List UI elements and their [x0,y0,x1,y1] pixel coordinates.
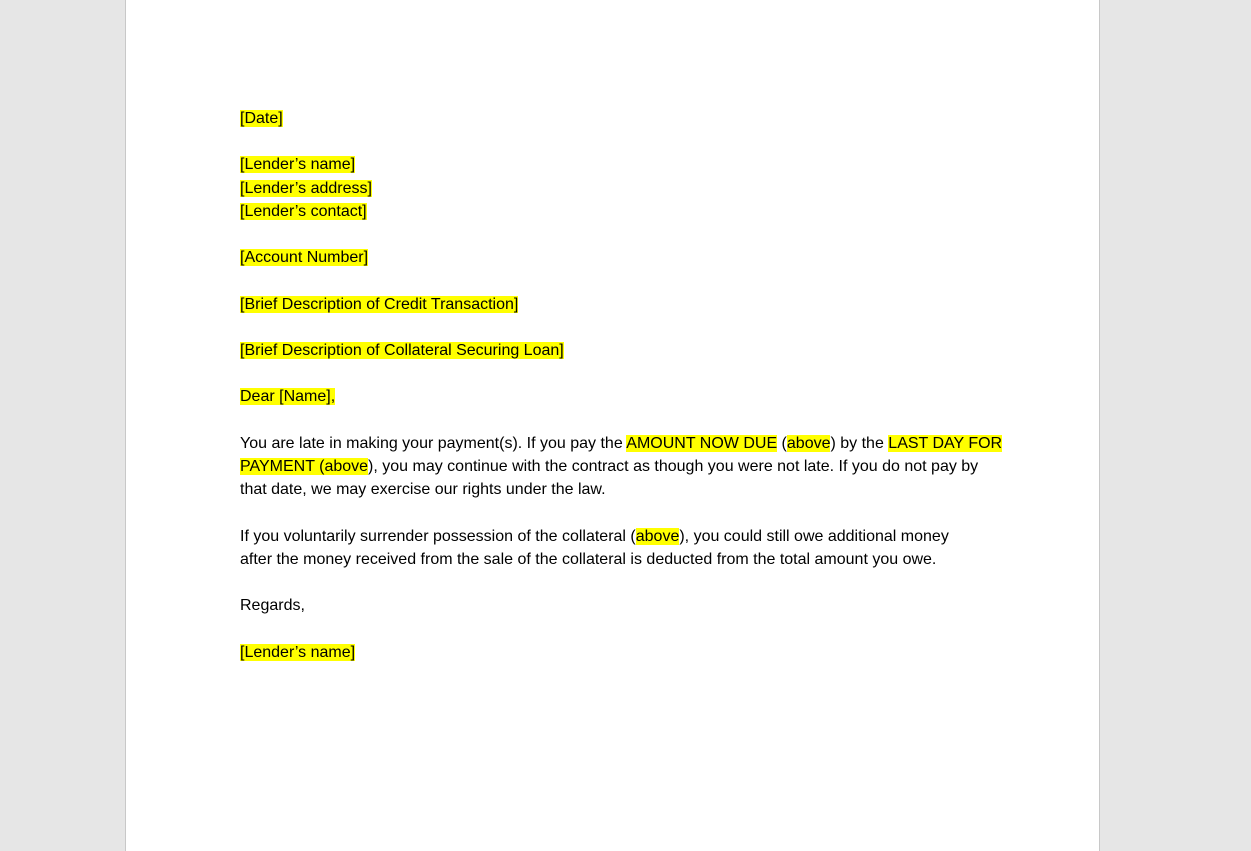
lender-name-line [240,153,1000,176]
text-run: You are late in making your payment(s). If you pay the [240,434,627,452]
text-run: ) by the [830,434,889,452]
payment-above-highlight: PAYMENT (above [240,457,369,475]
letter-body [240,107,1003,664]
salutation: Dear [Name], [240,388,336,406]
collateral-placeholder: [Brief Description of Collateral Securing Loan] [240,341,564,359]
collateral-line [240,339,1000,362]
date-placeholder: [Date] [240,110,283,127]
lender-contact-placeholder: [Lender’s contact] [240,202,367,220]
signature-line [240,641,1000,664]
above-highlight: above [635,527,680,545]
paragraph-line [240,455,1000,478]
document-page[interactable] [125,0,1100,851]
above-highlight: above [786,434,831,452]
text-run: that date, we may exercise our rights under the law. [240,481,606,499]
credit-transaction-line [240,293,1000,316]
paragraph-collateral-surrender [240,525,1000,571]
closing: Regards, [240,597,305,615]
paragraph-line [240,548,1000,571]
lender-address-line [240,177,1000,200]
date-line [240,107,1000,130]
lender-address-placeholder: [Lender’s address] [240,179,372,197]
paragraph-line [240,478,1000,501]
signature-placeholder: [Lender’s name] [240,643,356,661]
lender-contact-line [240,200,1000,223]
text-run: ), you may continue with the contract as though you were not late. If you do not pay by [368,457,979,475]
text-run: If you voluntarily surrender possession of the collateral ( [240,527,636,545]
paragraph-line [240,432,1003,455]
account-number-line [240,246,1000,269]
credit-transaction-placeholder: [Brief Description of Credit Transaction] [240,295,519,313]
paragraph-late-payment [240,432,1003,502]
text-run: after the money received from the sale of the collateral is deducted from the total amount you owe. [240,550,937,568]
lender-name-placeholder: [Lender’s name] [240,156,356,174]
text-run: ( [777,434,787,452]
account-number-placeholder: [Account Number] [240,249,369,267]
salutation-line [240,385,1000,408]
closing-line [240,594,1000,617]
amount-now-due-highlight: AMOUNT NOW DUE [626,434,778,452]
text-run: ), you could still owe additional money [679,527,949,545]
last-day-highlight: LAST DAY FOR [888,434,1003,452]
paragraph-line [240,525,1000,548]
